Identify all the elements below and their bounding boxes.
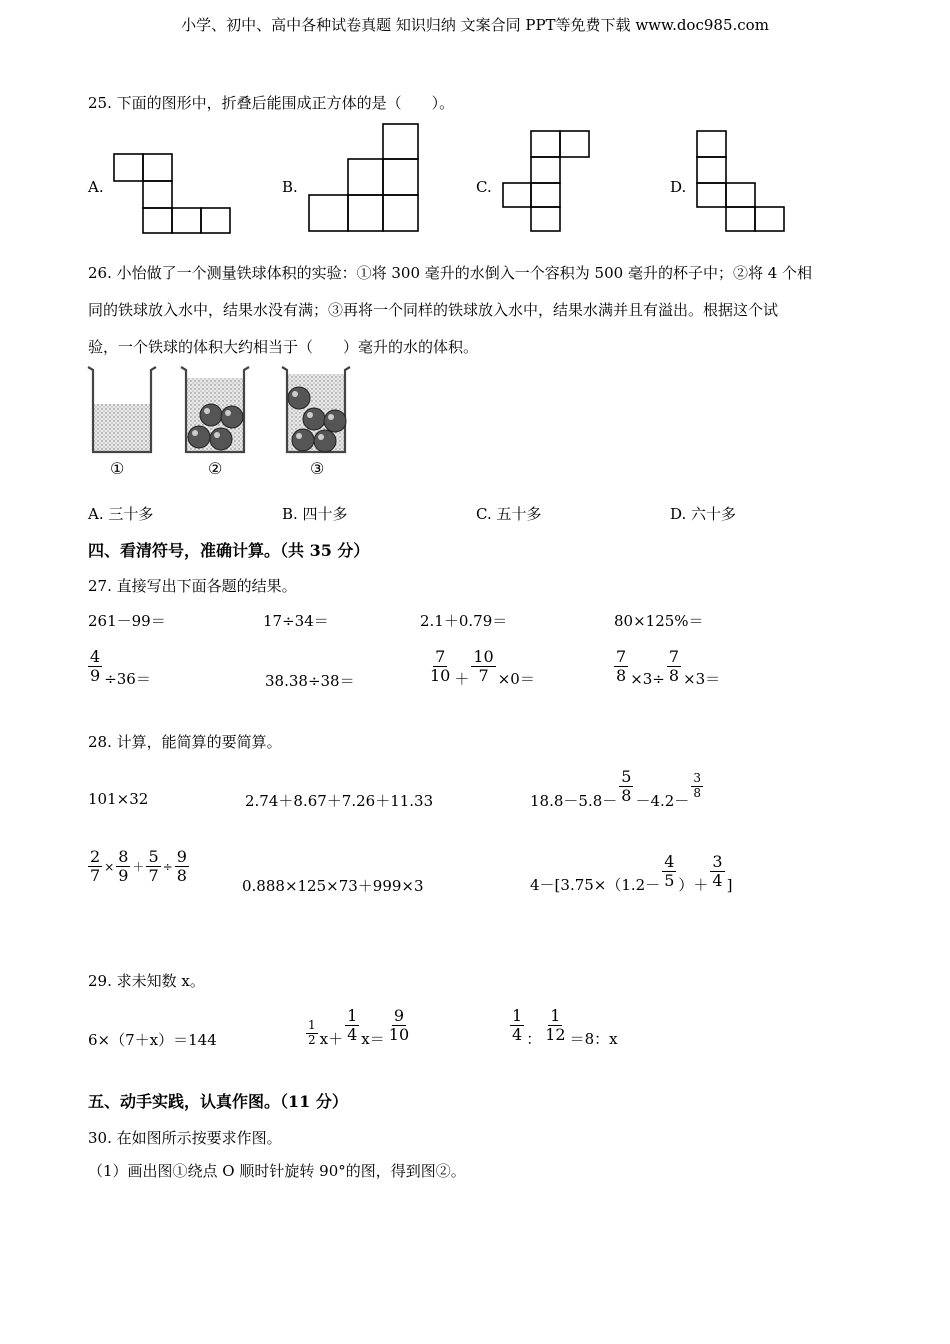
section-5-heading: 五、动手实践，认真作图。（11 分） (88, 1092, 348, 1111)
beaker-3-label: ③ (310, 459, 325, 478)
net-a-figure (110, 150, 235, 235)
net-c-figure (500, 127, 595, 235)
q28-item-6: 4－[3.75×（1.2－ $\frac{4}{5}$ ）＋ $\frac{3}{4}$ ] (530, 851, 733, 894)
q29-item-1: 6×（7＋x）＝144 (88, 1031, 217, 1049)
q26-option-b: B. 四十多 (282, 505, 348, 523)
q27-item-8: $\frac{7}{8}$ ×3÷ $\frac{7}{8}$ ×3＝ (616, 646, 721, 688)
q29-stem: 29. 求未知数 x。 (88, 972, 205, 990)
q30-stem: 30. 在如图所示按要求作图。 (88, 1129, 282, 1147)
q27-item-6: 38.38÷38＝ (265, 672, 355, 690)
beaker-2-label: ② (208, 459, 223, 478)
beaker-2-figure (178, 364, 253, 456)
q28-item-3: 18.8－5.8－ $\frac{5}{8}$ －4.2－ $\frac{3}{8}$ (530, 766, 701, 810)
fraction: $\frac{4}{9}$ (90, 646, 101, 685)
q25-option-d: D. (670, 178, 687, 196)
q25-option-b: B. (282, 178, 298, 196)
q27-item-1: 261－99＝ (88, 612, 166, 630)
q26-option-d: D. 六十多 (670, 505, 737, 523)
net-b-figure (305, 120, 423, 235)
q25-option-a: A. (88, 178, 104, 196)
net-d-figure (693, 127, 788, 235)
q26-line-3: 验，一个铁球的体积大约相当于（ ）毫升的水的体积。 (88, 338, 479, 356)
q26-option-c: C. 五十多 (476, 505, 542, 523)
q28-stem: 28. 计算，能简算的要简算。 (88, 733, 282, 751)
q27-item-7: $\frac{7}{10}$ ＋ $\frac{10}{7}$ ×0＝ (430, 646, 535, 688)
page-header: 小学、初中、高中各种试卷真题 知识归纳 文案合同 PPT等免费下载 www.doc985.com (181, 16, 769, 34)
q28-item-4: $\frac{2}{7}$ × $\frac{8}{9}$ ＋ $\frac{5}{7}$ ÷ $\frac{9}{8}$ (90, 847, 187, 886)
q27-item-3: 2.1＋0.79＝ (420, 612, 508, 630)
q27-item-5: $\frac{4}{9}$ ÷36＝ (90, 646, 151, 688)
q26-line-1: 26. 小怡做了一个测量铁球体积的实验：①将 300 毫升的水倒入一个容积为 500 毫升的杯子中；②将 4 个相 (88, 264, 813, 282)
beaker-3-figure (279, 364, 354, 456)
q29-item-3: $\frac{1}{4}$ ： $\frac{1}{12}$ ＝8：x (512, 1005, 618, 1048)
q28-item-5: 0.888×125×73＋999×3 (242, 877, 424, 895)
q30-sub-1: （1）画出图①绕点 O 顺时针旋转 90°的图，得到图②。 (88, 1162, 466, 1180)
beaker-1-label: ① (110, 459, 125, 478)
q28-item-2: 2.74＋8.67＋7.26＋11.33 (245, 792, 434, 810)
q25-option-c: C. (476, 178, 492, 196)
q25-stem: 25. 下面的图形中，折叠后能围成正方体的是（ ）。 (88, 94, 455, 112)
q27-item-4: 80×125%＝ (614, 612, 704, 630)
q26-line-2: 同的铁球放入水中，结果水没有满；③再将一个同样的铁球放入水中，结果水满并且有溢出。根据这个试 (88, 301, 779, 319)
section-4-heading: 四、看清符号，准确计算。（共 35 分） (88, 541, 370, 560)
q29-item-2: $\frac{1}{2}$ x＋ $\frac{1}{4}$ x＝ $\frac{9}{10}$ (308, 1005, 410, 1048)
beaker-1-figure (85, 364, 160, 456)
q26-option-a: A. 三十多 (88, 505, 154, 523)
q28-item-1: 101×32 (88, 790, 149, 808)
q27-item-2: 17÷34＝ (263, 612, 329, 630)
q27-stem: 27. 直接写出下面各题的结果。 (88, 577, 297, 595)
